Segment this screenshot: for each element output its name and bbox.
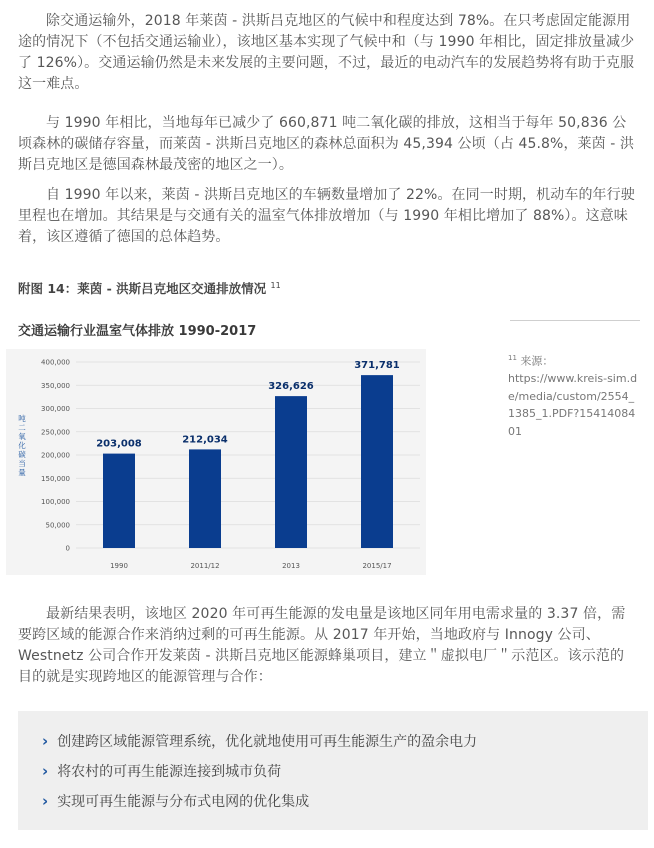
data-label: 212,034 [182, 434, 228, 446]
bullet-item-2 [42, 761, 281, 781]
source-url[interactable]: https://www.kreis-sim.de/media/custom/2554_1385_1.PDF?1541408401 [508, 372, 638, 438]
paragraph-1: 除交通运输外，2018 年莱茵 - 洪斯吕克地区的气候中和程度达到 78%。在只考虑固定能源用途的情况下（不包括交通运输业），该地区基本实现了气候中和（与 1990 年相比，固定排放量减少了 126%）。交通运输仍然是未来发展的主要问题，不过，最近的电动汽车的发展趋势将有助于克服这一难点。 [18, 13, 635, 92]
source-ref: 11 [508, 354, 517, 362]
paragraph-3: 自 1990 年以来，莱茵 - 洪斯吕克地区的车辆数量增加了 22%。在同一时期，机动车的年行驶里程也在增加。其结果是与交通有关的温室气体排放增加（与 1990 年相比增加了 88%）。这意味着，该区遵循了德国的总体趋势。 [18, 187, 635, 245]
y-tick-label: 400,000 [41, 358, 70, 367]
y-tick-label: 50,000 [45, 521, 70, 530]
bar [189, 449, 221, 548]
bar [361, 375, 393, 548]
figure-caption-ref: 11 [270, 280, 281, 290]
divider [510, 320, 640, 321]
x-tick-label: 1990 [110, 562, 128, 570]
y-tick-label: 150,000 [41, 474, 70, 483]
bar-chart [0, 345, 490, 580]
bullet-item-1 [42, 731, 477, 751]
paragraph-4: 最新结果表明，该地区 2020 年可再生能源的发电量是该地区同年用电需求量的 3.37 倍，需要跨区域的能源合作来消纳过剩的可再生能源。从 2017 年开始，当地政府与 Innogy 公司、Westnetz 公司合作开发莱茵 - 洪斯吕克地区能源蜂巢项目，建立＂虚拟电厂＂示范区。该示范的目的就是实现跨地区的能源管理与合作： [18, 606, 626, 685]
chart-title: 交通运输行业温室气体排放 1990-2017 [18, 324, 257, 339]
figure-caption [18, 279, 281, 297]
bullet-box [18, 711, 648, 830]
x-tick-label: 2015/17 [362, 562, 392, 570]
chevron-right-icon: › [42, 792, 49, 810]
source-label: 来源： [520, 354, 554, 368]
y-tick-label: 300,000 [41, 405, 70, 413]
bar [275, 396, 307, 548]
chevron-right-icon: › [42, 732, 49, 750]
x-tick-label: 2011/12 [190, 562, 220, 570]
y-tick-label: 250,000 [41, 428, 70, 437]
source-note [508, 350, 638, 440]
x-tick-label: 2013 [282, 562, 300, 570]
bullet-text: 创建跨区域能源管理系统，优化就地使用可再生能源生产的盈余电力 [57, 734, 478, 750]
data-label: 326,626 [268, 381, 314, 393]
y-tick-label: 200,000 [41, 451, 70, 460]
y-tick-label: 100,000 [41, 498, 70, 506]
bullet-text: 实现可再生能源与分布式电网的优化集成 [57, 794, 310, 810]
bar [103, 454, 135, 548]
paragraph-2: 与 1990 年相比，当地每年已减少了 660,871 吨二氧化碳的排放，这相当于每年 50,836 公顷森林的碳储存容量，而莱茵 - 洪斯吕克地区的森林总面积为 45,394 公顷（占 45.8%，莱茵 - 洪斯吕克地区是德国森林最茂密的地区之一）。 [18, 115, 635, 173]
y-tick-label: 0 [65, 544, 70, 553]
bullet-item-3 [42, 791, 309, 811]
chevron-right-icon: › [42, 762, 49, 780]
data-label: 203,008 [96, 438, 142, 450]
data-label: 371,781 [354, 360, 400, 372]
bullet-text: 将农村的可再生能源连接到城市负荷 [57, 764, 282, 780]
y-tick-label: 350,000 [41, 381, 70, 390]
figure-caption-text: 附图 14：莱茵 - 洪斯吕克地区交通排放情况 [18, 281, 267, 296]
y-axis-label: 吨二氧化碳当量 [18, 414, 26, 477]
